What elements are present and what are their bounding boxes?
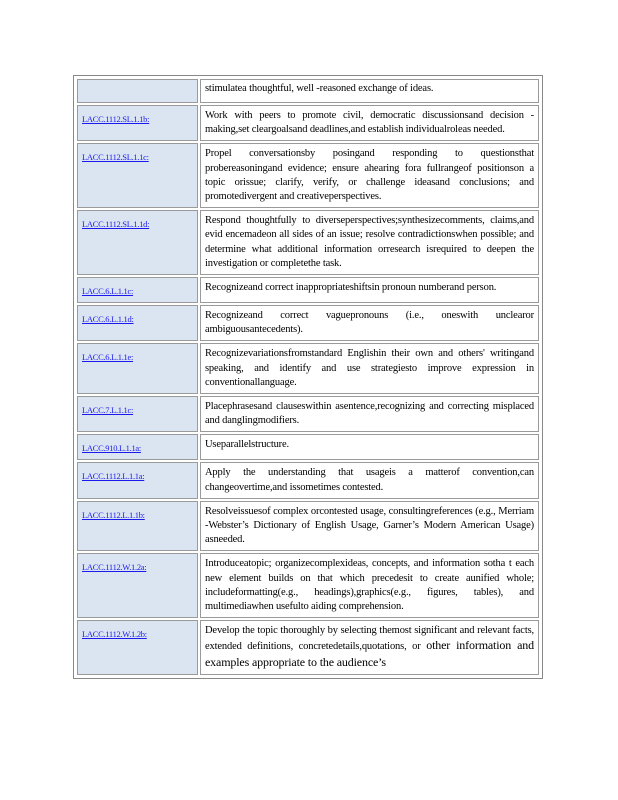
table-row [77, 143, 539, 208]
code-cell [77, 343, 198, 394]
table-row [77, 553, 539, 618]
table-row [77, 620, 539, 675]
standard-code-link[interactable]: LACC.6.L.1.1d: [82, 314, 134, 325]
description-text: Develop the topic thoroughly by selecting themost significant and relevant facts, extended definitions, concretedetails,quotations, or [205, 625, 534, 653]
standard-code-link[interactable]: LACC.1112.W.1.2a: [82, 562, 147, 573]
code-cell [77, 434, 198, 460]
code-cell [77, 553, 198, 618]
table-row [77, 501, 539, 552]
description-cell: Propel conversationsby posingand responding to questionsthat probereasoningand evidence; ensure ahearing fora fullrangeof positionson a topic orissue; clarify, verify, or challenge ideasand conclusions; and promotedivergent and creativeperspectives. [200, 143, 539, 208]
description-cell: Apply the understanding that usageis a matterof convention,can changeovertime,and issometimes contested. [200, 462, 539, 498]
standards-table [75, 77, 541, 677]
table-row [77, 79, 539, 103]
description-cell: Resolveissuesof complex orcontested usage, consultingreferences (e.g., Merriam -Webster’s Dictionary of English Usage, Garner’s Modern American Usage) asneeded. [200, 501, 539, 552]
table-row [77, 396, 539, 432]
code-cell [77, 501, 198, 552]
table-row [77, 105, 539, 141]
description-cell: stimulatea thoughtful, well -reasoned exchange of ideas. [200, 79, 539, 103]
code-cell [77, 105, 198, 141]
standard-code-link[interactable]: LACC.1112.SL.1.1d: [82, 219, 150, 230]
description-cell: Recognizeand correct vaguepronouns (i.e., oneswith unclearor ambiguousantecedents). [200, 305, 539, 341]
standard-code-link[interactable]: LACC.1112.L.1.1a: [82, 471, 145, 482]
code-cell [77, 143, 198, 208]
standard-code-link[interactable]: LACC.6.L.1.1c: [82, 286, 134, 297]
table-row [77, 277, 539, 303]
code-cell [77, 79, 198, 103]
standard-code-link[interactable]: LACC.1112.W.1.2b: [82, 629, 147, 640]
description-cell: Introduceatopic; organizecomplexideas, concepts, and information sotha t each new element builds on that which precedesit to create aunified whole; includeformatting(e.g., headings),graphics(e.g., figures, tables), and multimediawhen usefulto aiding comprehension. [200, 553, 539, 618]
code-cell [77, 210, 198, 275]
description-cell: Placephrasesand clauseswithin asentence,recognizing and correcting misplaced and danglingmodifiers. [200, 396, 539, 432]
description-cell: Useparallelstructure. [200, 434, 539, 460]
standard-code-link[interactable]: LACC.1112.L.1.1b: [82, 509, 145, 520]
standard-code-link[interactable]: LACC.910.L.1.1a: [82, 443, 141, 454]
code-cell [77, 277, 198, 303]
description-cell: Recognizeand correct inappropriateshiftsin pronoun numberand person. [200, 277, 539, 303]
code-cell [77, 396, 198, 432]
standard-code-link[interactable]: LACC.1112.SL.1.1b: [82, 114, 150, 124]
code-cell [77, 620, 198, 675]
table-row [77, 305, 539, 341]
standard-code-link[interactable]: LACC.6.L.1.1e: [82, 352, 134, 363]
table-row [77, 462, 539, 498]
description-text-continued: other information and examples appropriate to the audience’s [205, 638, 534, 669]
table-row [77, 343, 539, 394]
standards-table-frame [73, 75, 543, 679]
code-cell [77, 462, 198, 498]
description-cell: Work with peers to promote civil, democratic discussionsand decision -making,set cleargoalsand deadlines,and establish individualroleas needed. [200, 105, 539, 141]
standard-code-link[interactable]: LACC.7.L.1.1c: [82, 405, 134, 416]
description-cell: Respond thoughtfully to diverseperspectives;synthesizecomments, claims,and evid encemadeon all sides of an issue; resolve contradictionswhen possible; and determine what additional information orresearch isrequired to deepen the investigation or completethe task. [200, 210, 539, 275]
table-row [77, 210, 539, 275]
table-row [77, 434, 539, 460]
description-cell: Recognizevariationsfromstandard Englishin their own and others' writingand speaking, and identify and use strategiesto improve expression in conventionallanguage. [200, 343, 539, 394]
description-cell [200, 620, 539, 675]
standard-code-link[interactable]: LACC.1112.SL.1.1c: [82, 152, 149, 163]
code-cell [77, 305, 198, 341]
